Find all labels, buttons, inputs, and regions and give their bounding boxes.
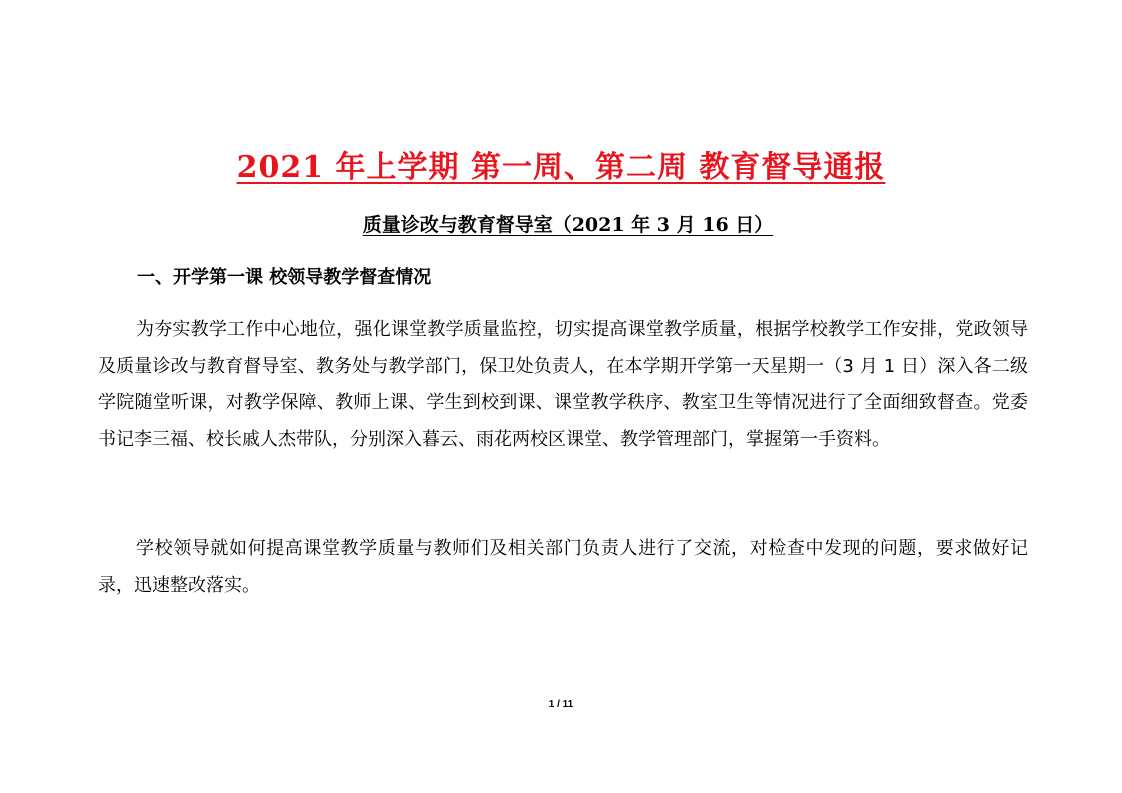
document-title [0, 150, 1122, 186]
document-subtitle-text: 质量诊改与教育督导室（2021 年 3 月 16 日） [362, 214, 774, 236]
document-subtitle [0, 212, 1122, 238]
document-title-text: 2021 年上学期 第一周、第二周 教育督导通报 [236, 150, 886, 185]
page-number: 1 / 11 [548, 699, 574, 710]
body-paragraph-2: 学校领导就如何提高课堂教学质量与教师们及相关部门负责人进行了交流，对检查中发现的问题，要求做好记录，迅速整改落实。 [98, 538, 1028, 596]
section-heading: 一、开学第一课 校领导教学督查情况 [137, 267, 432, 288]
body-paragraph-1: 为夯实教学工作中心地位，强化课堂教学质量监控，切实提高课堂教学质量，根据学校教学工作安排，党政领导及质量诊改与教育督导室、教务处与教学部门，保卫处负责人，在本学期开学第一天星期一（3 月 1 日）深入各二级学院随堂听课，对教学保障、教师上课、学生到校到课、课堂教学秩序、教室卫生等情况进行了全面细致督查。党委书记李三福、校长戚人杰带队，分别深入暮云、雨花两校区课堂、教学管理部门，掌握第一手资料。 [98, 319, 1028, 450]
